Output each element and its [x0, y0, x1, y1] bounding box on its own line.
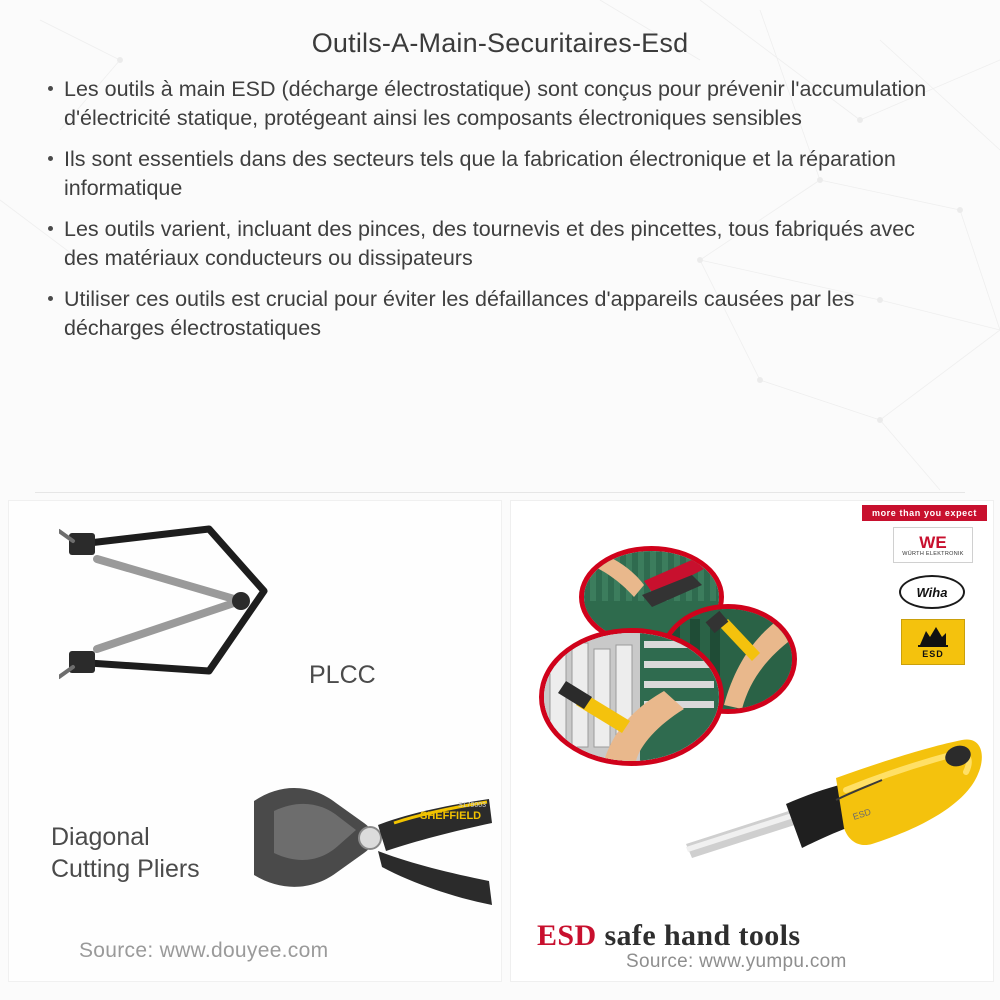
bullet-text: Ils sont essentiels dans des secteurs tels que la fabrication électronique et la réparation informatique [64, 147, 896, 200]
image-card-left [8, 500, 502, 982]
label-diagonal-cutting-pliers [51, 821, 200, 885]
list-item [44, 215, 950, 272]
we-logo-subtitle: WÜRTH ELEKTRONIK [902, 550, 964, 557]
bullet-list [40, 75, 960, 342]
image-gallery [0, 500, 1000, 1000]
esd-logo [901, 619, 965, 665]
we-banner: more than you expect [862, 505, 987, 521]
bullet-text: Les outils varient, incluant des pinces, des tournevis et des pincettes, tous fabriqués avec des matériaux conducteurs ou dissipateurs [64, 217, 915, 270]
wurth-elektronik-logo [893, 527, 973, 563]
bullet-text: Utiliser ces outils est crucial pour éviter les défaillances d'appareils causées par les décharges électrostatiques [64, 287, 855, 340]
label-diagonal-line-1: Diagonal [51, 823, 150, 851]
bullet-dot-icon [48, 86, 53, 91]
bullet-dot-icon [48, 226, 53, 231]
we-logo-mark: WE [919, 532, 947, 552]
caption-esd: ESD [537, 919, 597, 952]
esd-screwdriver-illustration [686, 716, 986, 916]
wiha-logo [899, 575, 965, 609]
tool-model-text: S179003 [458, 802, 487, 809]
bullet-text: Les outils à main ESD (décharge électrostatique) sont conçus pour prévenir l'accumulation d'électricité statique, protégeant ainsi les composants électroniques sensibles [64, 77, 927, 130]
list-item [44, 285, 950, 342]
bullet-dot-icon [48, 156, 53, 161]
source-left: Source: www.douyee.com [79, 939, 329, 962]
tool-brand-text: SHEFFIELD [420, 810, 482, 822]
esd-safe-hand-tools-caption [537, 919, 801, 953]
image-card-right [510, 500, 994, 982]
diagonal-cutting-pliers-illustration [244, 741, 494, 941]
source-right: Source: www.yumpu.com [626, 951, 847, 972]
esd-hand-symbol-icon [916, 625, 950, 647]
section-divider [35, 492, 965, 493]
label-diagonal-line-2: Cutting Pliers [51, 855, 200, 883]
label-plcc: PLCC [309, 661, 376, 689]
list-item [44, 145, 950, 202]
esd-logo-text: ESD [922, 649, 944, 659]
plcc-extraction-tool-illustration [59, 521, 289, 701]
wiha-logo-text: Wiha [916, 584, 948, 600]
caption-rest: safe hand tools [596, 919, 801, 952]
page-title: Outils-A-Main-Securitaires-Esd [311, 28, 689, 58]
svg-text:ESD: ESD [851, 806, 873, 822]
article-text-section [0, 0, 1000, 342]
bullet-dot-icon [48, 296, 53, 301]
list-item [44, 75, 950, 132]
